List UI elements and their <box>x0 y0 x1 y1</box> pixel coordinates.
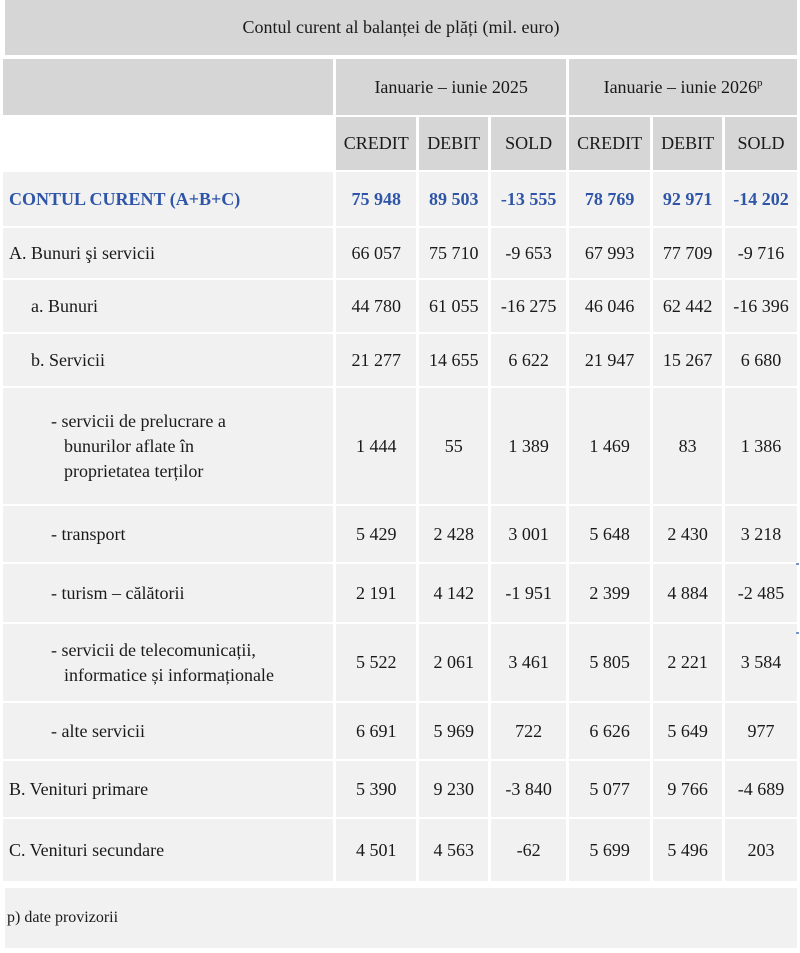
value-cell: 2 399 <box>569 564 650 622</box>
table-row <box>3 334 797 386</box>
value-cell: 5 496 <box>653 819 722 881</box>
value-cell: -2 485 <box>725 564 797 622</box>
value-cell: 2 430 <box>653 506 722 562</box>
row-label <box>3 388 333 504</box>
value-cell: 21 277 <box>336 334 416 386</box>
row-label: CONTUL CURENT (A+B+C) <box>3 172 333 226</box>
value-cell: 3 584 <box>725 624 797 701</box>
value-cell: -1 951 <box>491 564 566 622</box>
value-cell: -13 555 <box>491 172 566 226</box>
value-cell: 4 501 <box>336 819 416 881</box>
col-debit-2025: DEBIT <box>419 117 488 170</box>
value-cell: 78 769 <box>569 172 650 226</box>
table-row <box>3 388 797 504</box>
value-cell: 46 046 <box>569 280 650 332</box>
value-cell: 2 191 <box>336 564 416 622</box>
header-empty-cell <box>3 117 333 170</box>
table-row <box>3 564 797 622</box>
value-cell: -62 <box>491 819 566 881</box>
table-title <box>5 0 797 55</box>
row-label: - transport <box>3 506 333 562</box>
value-cell: 83 <box>653 388 722 504</box>
value-cell: 89 503 <box>419 172 488 226</box>
value-cell: 62 442 <box>653 280 722 332</box>
table-row <box>3 506 797 562</box>
value-cell: 1 444 <box>336 388 416 504</box>
value-cell: 9 766 <box>653 761 722 817</box>
value-cell: 2 428 <box>419 506 488 562</box>
value-cell: 6 680 <box>725 334 797 386</box>
value-cell: 3 001 <box>491 506 566 562</box>
row-label: b. Servicii <box>3 334 333 386</box>
balance-table <box>0 57 800 883</box>
row-label: B. Venituri primare <box>3 761 333 817</box>
value-cell: 6 626 <box>569 703 650 759</box>
col-credit-2026: CREDIT <box>569 117 650 170</box>
value-cell: 2 221 <box>653 624 722 701</box>
value-cell: 5 649 <box>653 703 722 759</box>
value-cell: 5 522 <box>336 624 416 701</box>
value-cell: 5 969 <box>419 703 488 759</box>
row-label: - turism – călătorii <box>3 564 333 622</box>
value-cell: -3 840 <box>491 761 566 817</box>
value-cell: 5 648 <box>569 506 650 562</box>
value-cell: 4 884 <box>653 564 722 622</box>
value-cell: 92 971 <box>653 172 722 226</box>
table-title-text: Contul curent al balanței de plăți (mil. euro) <box>242 17 560 37</box>
value-cell: 75 710 <box>419 228 488 278</box>
value-cell: 6 691 <box>336 703 416 759</box>
row-label-line: - servicii de prelucrare a <box>51 410 226 431</box>
value-cell: 5 077 <box>569 761 650 817</box>
value-cell: 77 709 <box>653 228 722 278</box>
value-cell: 722 <box>491 703 566 759</box>
value-cell: 2 061 <box>419 624 488 701</box>
value-cell: 1 386 <box>725 388 797 504</box>
row-label-line: bunurilor aflate în <box>64 435 194 456</box>
value-cell: -16 275 <box>491 280 566 332</box>
value-cell: 21 947 <box>569 334 650 386</box>
period-2025 <box>336 59 566 115</box>
row-label: C. Venituri secundare <box>3 819 333 881</box>
value-cell: 5 390 <box>336 761 416 817</box>
table-row <box>3 761 797 817</box>
value-cell: -16 396 <box>725 280 797 332</box>
value-cell: 4 142 <box>419 564 488 622</box>
value-cell: 14 655 <box>419 334 488 386</box>
table-row <box>3 624 797 701</box>
value-cell: 75 948 <box>336 172 416 226</box>
row-label-line: informatice și informaționale <box>64 664 274 685</box>
edge-mark <box>796 563 799 565</box>
value-cell: 4 563 <box>419 819 488 881</box>
value-cell: -9 716 <box>725 228 797 278</box>
row-label: A. Bunuri şi servicii <box>3 228 333 278</box>
value-cell: 1 389 <box>491 388 566 504</box>
value-cell: -9 653 <box>491 228 566 278</box>
period-2025-label: Ianuarie – iunie 2025 <box>374 76 528 97</box>
table-body <box>3 172 797 881</box>
column-header-row <box>3 117 797 170</box>
table-row <box>3 819 797 881</box>
col-debit-2026: DEBIT <box>653 117 722 170</box>
value-cell: 5 429 <box>336 506 416 562</box>
value-cell: 5 699 <box>569 819 650 881</box>
table-row <box>3 703 797 759</box>
col-credit-2025: CREDIT <box>336 117 416 170</box>
value-cell: 66 057 <box>336 228 416 278</box>
period-2026 <box>569 59 797 115</box>
header-blank-cell <box>3 59 333 115</box>
row-label-line: proprietatea terților <box>64 460 204 481</box>
value-cell: 3 218 <box>725 506 797 562</box>
col-sold-2025: SOLD <box>491 117 566 170</box>
value-cell: 6 622 <box>491 334 566 386</box>
row-label: a. Bunuri <box>3 280 333 332</box>
value-cell: 1 469 <box>569 388 650 504</box>
period-header-row <box>3 59 797 115</box>
value-cell: 977 <box>725 703 797 759</box>
row-label: - alte servicii <box>3 703 333 759</box>
provisional-mark: p <box>757 76 763 89</box>
period-2026-label: Ianuarie – iunie 2026 <box>603 76 758 97</box>
value-cell: 3 461 <box>491 624 566 701</box>
row-label <box>3 624 333 701</box>
value-cell: 9 230 <box>419 761 488 817</box>
footnote: p) date provizorii <box>5 888 797 948</box>
table-row <box>3 280 797 332</box>
table-row <box>3 228 797 278</box>
value-cell: 55 <box>419 388 488 504</box>
value-cell: 67 993 <box>569 228 650 278</box>
edge-mark <box>796 632 799 634</box>
value-cell: 15 267 <box>653 334 722 386</box>
value-cell: 44 780 <box>336 280 416 332</box>
value-cell: 61 055 <box>419 280 488 332</box>
col-sold-2026: SOLD <box>725 117 797 170</box>
value-cell: 5 805 <box>569 624 650 701</box>
value-cell: -4 689 <box>725 761 797 817</box>
row-label-line: - servicii de telecomunicații, <box>51 639 256 660</box>
value-cell: -14 202 <box>725 172 797 226</box>
table-row <box>3 172 797 226</box>
value-cell: 203 <box>725 819 797 881</box>
